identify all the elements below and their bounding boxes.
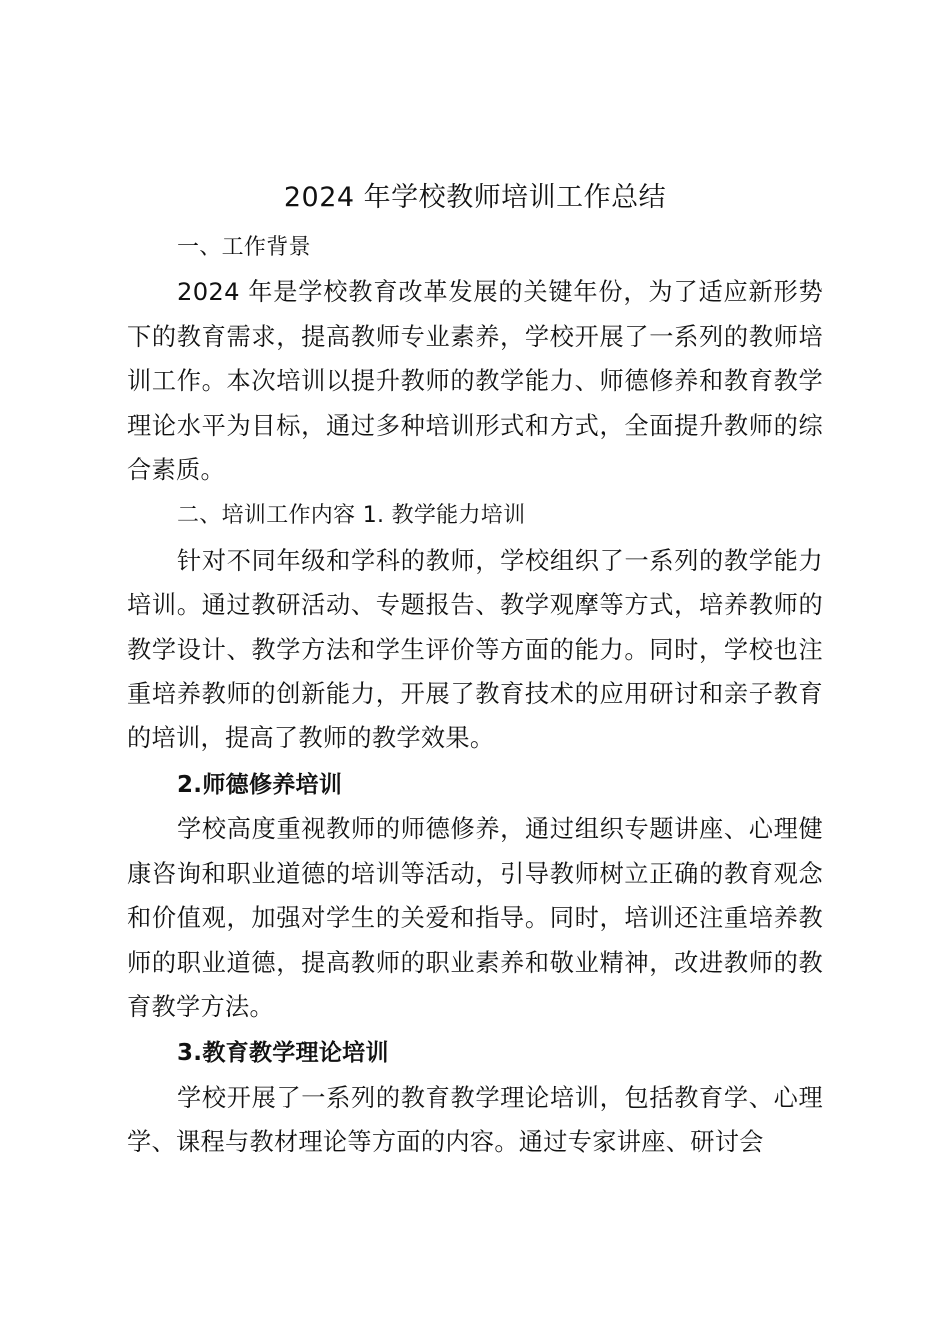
document-body	[127, 224, 823, 1165]
sub-heading-theory: 3.教育教学理论培训	[177, 1040, 389, 1067]
paragraph-ethics: 学校高度重视教师的师德修养，通过组织专题讲座、心理健康咨询和职业道德的培训等活动，引导教师树立正确的教育观念和价值观，加强对学生的关爱和指导。同时，培训还注重培养教师的职业道德，提高教师的职业素养和敬业精神，改进教师的教育教学方法。	[127, 815, 823, 1021]
paragraph-background: 2024 年是学校教育改革发展的关键年份，为了适应新形势下的教育需求，提高教师专业素养，学校开展了一系列的教师培训工作。本次培训以提升教师的教学能力、师德修养和教育教学理论水平为目标，通过多种培训形式和方式，全面提升教师的综合素质。	[127, 278, 823, 485]
section-heading-background: 一、工作背景	[177, 235, 311, 260]
paragraph-teaching-ability: 针对不同年级和学科的教师，学校组织了一系列的教学能力培训。通过教研活动、专题报告、教学观摩等方式，培养教师的教学设计、教学方法和学生评价等方面的能力。同时，学校也注重培养教师的创新能力，开展了教育技术的应用研讨和亲子教育的培训，提高了教师的教学效果。	[127, 546, 823, 753]
paragraph-theory: 学校开展了一系列的教育教学理论培训，包括教育学、心理学、课程与教材理论等方面的内容。通过专家讲座、研讨会	[127, 1083, 823, 1157]
section-heading-training-content: 二、培训工作内容 1. 教学能力培训	[177, 503, 526, 529]
document-title: 2024 年学校教师培训工作总结	[283, 182, 667, 213]
sub-heading-ethics: 2.师德修养培训	[177, 771, 343, 798]
